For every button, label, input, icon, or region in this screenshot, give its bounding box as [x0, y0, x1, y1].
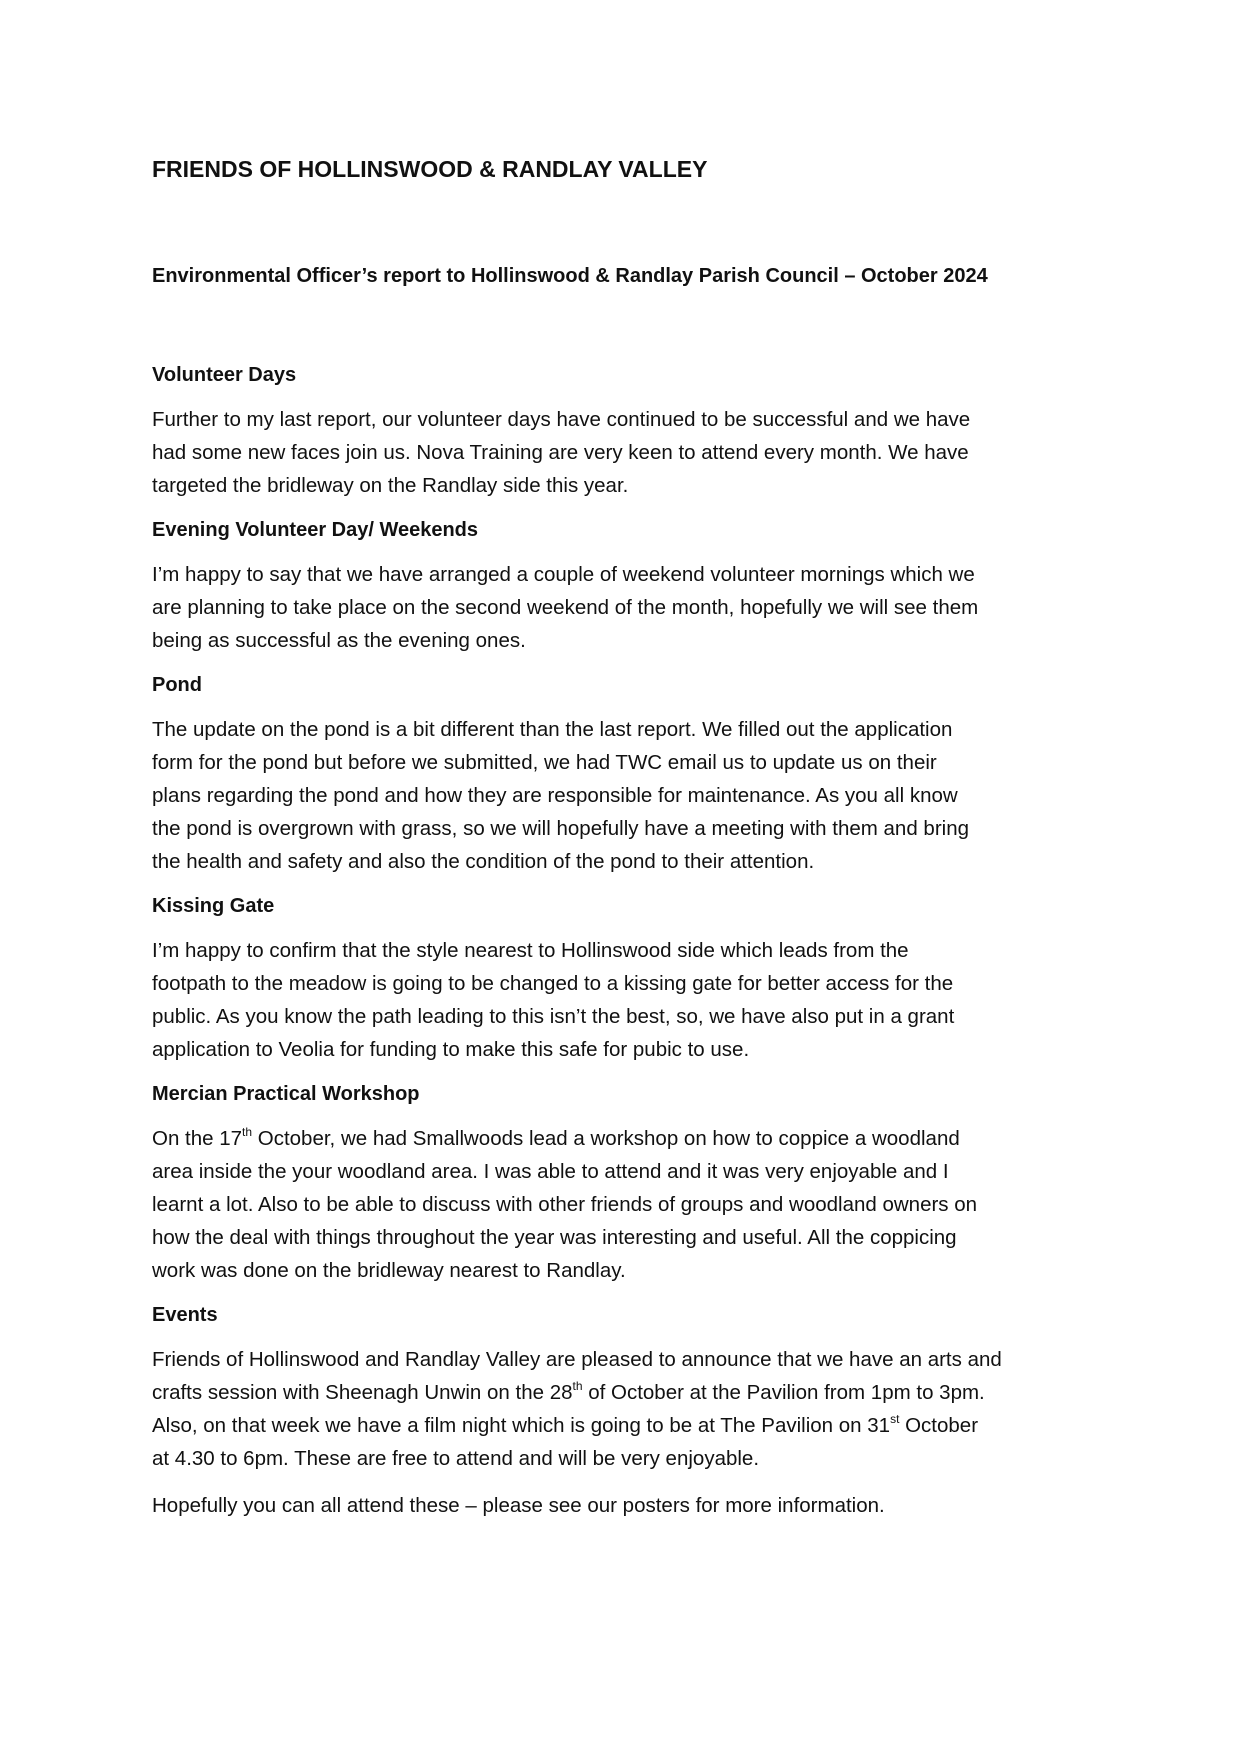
- section-heading: Mercian Practical Workshop: [152, 1083, 420, 1105]
- paragraph-line: [152, 1409, 1112, 1442]
- paragraph-line: form for the pond but before we submitted, we had TWC email us to update us on their: [152, 751, 937, 774]
- paragraph-line: application to Veolia for funding to make this safe for pubic to use.: [152, 1038, 750, 1061]
- paragraph-line: learnt a lot. Also to be able to discuss with other friends of groups and woodland owners on: [152, 1193, 978, 1216]
- paragraph-line: work was done on the bridleway nearest to Randlay.: [152, 1259, 626, 1282]
- report-title: Environmental Officer’s report to Hollinswood & Randlay Parish Council – October 2024: [152, 265, 988, 287]
- paragraph-line: area inside the your woodland area. I was able to attend and it was very enjoyable and I: [152, 1160, 949, 1183]
- ordinal-suffix: st: [890, 1412, 900, 1426]
- line-text: of October at the Pavilion from 1pm to 3pm.: [582, 1381, 985, 1404]
- paragraph-line: how the deal with things throughout the year was interesting and useful. All the coppicing: [152, 1226, 957, 1249]
- line-text: October: [899, 1414, 979, 1437]
- section-paragraph: [152, 558, 1112, 657]
- paragraph-line: Further to my last report, our volunteer days have continued to be successful and we have: [152, 408, 971, 431]
- section-paragraph: [152, 1343, 1112, 1475]
- paragraph-line: footpath to the meadow is going to be changed to a kissing gate for better access for the: [152, 972, 954, 995]
- report-body: [152, 361, 1112, 1522]
- paragraph-line: the pond is overgrown with grass, so we will hopefully have a meeting with them and bring: [152, 817, 970, 840]
- section-heading: Kissing Gate: [152, 895, 275, 917]
- section-heading: Volunteer Days: [152, 364, 297, 386]
- line-text: On the 17: [152, 1127, 243, 1150]
- section-heading: Evening Volunteer Day/ Weekends: [152, 519, 479, 541]
- paragraph-line: Friends of Hollinswood and Randlay Valley are pleased to announce that we have an arts and: [152, 1348, 1002, 1371]
- paragraph-line: being as successful as the evening ones.: [152, 629, 526, 652]
- section-heading: Pond: [152, 674, 202, 696]
- paragraph-line: I’m happy to confirm that the style nearest to Hollinswood side which leads from the: [152, 939, 909, 962]
- section-paragraph: [152, 713, 1112, 878]
- paragraph-line: I’m happy to say that we have arranged a couple of weekend volunteer mornings which we: [152, 563, 975, 586]
- section-heading: Events: [152, 1304, 218, 1326]
- line-text: Also, on that week we have a film night which is going to be at The Pavilion on 31: [152, 1414, 891, 1437]
- paragraph-line: The update on the pond is a bit different than the last report. We filled out the application: [152, 718, 953, 741]
- paragraph-line: at 4.30 to 6pm. These are free to attend and will be very enjoyable.: [152, 1447, 760, 1470]
- line-text: October, we had Smallwoods lead a workshop on how to coppice a woodland: [252, 1127, 960, 1150]
- line-text: crafts session with Sheenagh Unwin on the 28: [152, 1381, 573, 1404]
- paragraph-line: [152, 1376, 1112, 1409]
- paragraph-line: the health and safety and also the condition of the pond to their attention.: [152, 850, 815, 873]
- ordinal-suffix: th: [572, 1379, 583, 1393]
- paragraph-line: targeted the bridleway on the Randlay side this year.: [152, 474, 629, 497]
- organisation-title: FRIENDS OF HOLLINSWOOD & RANDLAY VALLEY: [152, 156, 708, 182]
- section-paragraph: [152, 934, 1112, 1066]
- paragraph-line: had some new faces join us. Nova Training are very keen to attend every month. We have: [152, 441, 969, 464]
- paragraph-line: are planning to take place on the second weekend of the month, hopefully we will see them: [152, 596, 979, 619]
- paragraph-line: plans regarding the pond and how they are responsible for maintenance. As you all know: [152, 784, 958, 807]
- section-paragraph: [152, 1122, 1112, 1287]
- paragraph-line: [152, 1122, 1112, 1155]
- paragraph-line: public. As you know the path leading to this isn’t the best, so, we have also put in a grant: [152, 1005, 955, 1028]
- closing-paragraph: Hopefully you can all attend these – please see our posters for more information.: [152, 1494, 885, 1517]
- ordinal-suffix: th: [242, 1125, 253, 1139]
- section-paragraph: [152, 403, 1112, 502]
